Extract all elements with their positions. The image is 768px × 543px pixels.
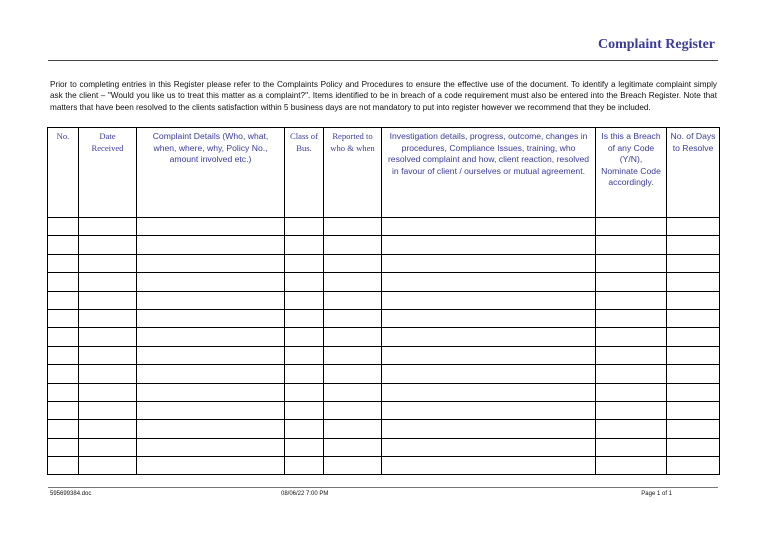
table-cell[interactable]: [48, 401, 79, 419]
table-cell[interactable]: [48, 254, 79, 272]
table-header-row: [48, 128, 720, 218]
table-cell[interactable]: [382, 236, 596, 254]
table-row: [48, 438, 720, 456]
table-cell[interactable]: [596, 236, 667, 254]
table-cell[interactable]: [285, 438, 324, 456]
table-cell[interactable]: [324, 365, 382, 383]
table-cell[interactable]: [48, 309, 79, 327]
table-cell[interactable]: [285, 236, 324, 254]
table-cell[interactable]: [382, 218, 596, 236]
table-cell[interactable]: [596, 438, 667, 456]
page-title: Complaint Register: [597, 37, 715, 52]
table-cell[interactable]: [48, 438, 79, 456]
table-cell[interactable]: [382, 365, 596, 383]
table-cell[interactable]: [285, 401, 324, 419]
table-cell[interactable]: [667, 328, 720, 346]
table-cell[interactable]: [382, 346, 596, 364]
table-cell[interactable]: [137, 236, 285, 254]
table-row: [48, 309, 720, 327]
table-cell[interactable]: [324, 309, 382, 327]
table-row: [48, 218, 720, 236]
table-cell[interactable]: [79, 218, 137, 236]
table-row: [48, 383, 720, 401]
table-row: [48, 328, 720, 346]
table-cell[interactable]: [48, 328, 79, 346]
table-cell[interactable]: [137, 383, 285, 401]
table-cell[interactable]: [79, 328, 137, 346]
table-cell[interactable]: [48, 218, 79, 236]
table-body: [48, 218, 720, 475]
table-cell[interactable]: [667, 438, 720, 456]
table-cell[interactable]: [596, 328, 667, 346]
table-cell[interactable]: [285, 309, 324, 327]
table-cell[interactable]: [382, 438, 596, 456]
table-cell[interactable]: [79, 309, 137, 327]
column-header-reported-to: Reported to who & when: [324, 128, 382, 218]
table-cell[interactable]: [48, 236, 79, 254]
footer-page-number: Page 1 of 1: [641, 491, 672, 497]
table-cell[interactable]: [137, 365, 285, 383]
table-cell[interactable]: [596, 291, 667, 309]
complaint-register-table: [47, 127, 720, 475]
table-cell[interactable]: [596, 346, 667, 364]
table-cell[interactable]: [667, 420, 720, 438]
table-cell[interactable]: [324, 236, 382, 254]
table-cell[interactable]: [596, 383, 667, 401]
intro-paragraph: Prior to completing entries in this Register please refer to the Complaints Policy and Procedures to ensure the effective use of the document. To identify a legitimate complaint simply ask the client – "Would you like us to treat this matter as a complaint?". Items identified to be in breach of a code requirement must also be entered into the Breach Register. Note that matters that have been resolved to the clients satisfaction within 5 business days are not mandatory to put into register however we recommend that they be included.: [50, 80, 717, 112]
table-row: [48, 420, 720, 438]
table-cell[interactable]: [285, 420, 324, 438]
footer-datetime: 08/06/22 7:00 PM: [281, 491, 329, 497]
table-cell[interactable]: [596, 218, 667, 236]
table-cell[interactable]: [667, 254, 720, 272]
table-cell[interactable]: [324, 273, 382, 291]
table-cell[interactable]: [79, 346, 137, 364]
table-row: [48, 365, 720, 383]
table-cell[interactable]: [382, 328, 596, 346]
column-header-class-of-business: Class of Bus.: [285, 128, 324, 218]
table-cell[interactable]: [137, 218, 285, 236]
table-cell[interactable]: [324, 328, 382, 346]
table-cell[interactable]: [79, 383, 137, 401]
table-cell[interactable]: [596, 254, 667, 272]
table-cell[interactable]: [382, 254, 596, 272]
table-cell[interactable]: [79, 438, 137, 456]
table-cell[interactable]: [667, 457, 720, 475]
column-header-days-to-resolve: No. of Days to Resolve: [667, 128, 720, 218]
table-cell[interactable]: [382, 309, 596, 327]
table-row: [48, 254, 720, 272]
table-cell[interactable]: [382, 420, 596, 438]
table-cell[interactable]: [137, 273, 285, 291]
footer-filename: 595699384.doc: [50, 491, 92, 497]
column-header-breach-of-code: Is this a Breach of any Code (Y/N), Nominate Code accordingly.: [596, 128, 667, 218]
table-cell[interactable]: [137, 291, 285, 309]
table-cell[interactable]: [324, 401, 382, 419]
table-cell[interactable]: [324, 218, 382, 236]
table-cell[interactable]: [285, 346, 324, 364]
table-cell[interactable]: [596, 309, 667, 327]
table-cell[interactable]: [596, 401, 667, 419]
table-cell[interactable]: [137, 457, 285, 475]
table-cell[interactable]: [324, 457, 382, 475]
table-cell[interactable]: [324, 438, 382, 456]
table-cell[interactable]: [137, 401, 285, 419]
table-row: [48, 457, 720, 475]
table-cell[interactable]: [324, 254, 382, 272]
table-cell[interactable]: [382, 273, 596, 291]
table-cell[interactable]: [382, 383, 596, 401]
table-cell[interactable]: [285, 254, 324, 272]
table-row: [48, 291, 720, 309]
table-cell[interactable]: [285, 365, 324, 383]
table-cell[interactable]: [79, 291, 137, 309]
table-cell[interactable]: [285, 328, 324, 346]
table-cell[interactable]: [324, 383, 382, 401]
table-cell[interactable]: [137, 309, 285, 327]
table-cell[interactable]: [382, 457, 596, 475]
table-cell[interactable]: [382, 291, 596, 309]
title-divider: [48, 60, 718, 61]
table-cell[interactable]: [667, 236, 720, 254]
table-cell[interactable]: [324, 346, 382, 364]
table-cell[interactable]: [79, 401, 137, 419]
table-cell[interactable]: [596, 273, 667, 291]
table-cell[interactable]: [324, 291, 382, 309]
table-cell[interactable]: [285, 291, 324, 309]
table-cell[interactable]: [137, 328, 285, 346]
table-cell[interactable]: [285, 457, 324, 475]
table-cell[interactable]: [137, 346, 285, 364]
table-cell[interactable]: [48, 291, 79, 309]
footer-divider: [48, 487, 718, 488]
table-cell[interactable]: [596, 365, 667, 383]
table-cell[interactable]: [285, 273, 324, 291]
table-cell[interactable]: [48, 457, 79, 475]
table-cell[interactable]: [79, 236, 137, 254]
table-cell[interactable]: [48, 383, 79, 401]
table-cell[interactable]: [48, 346, 79, 364]
table-cell[interactable]: [137, 254, 285, 272]
column-header-investigation-details: Investigation details, progress, outcome, changes in procedures, Compliance Issues, training, who resolved complaint and how, client reaction, resolved in favour of client / ourselves or mutual agreement.: [382, 128, 596, 218]
table-cell[interactable]: [324, 420, 382, 438]
table-cell[interactable]: [667, 383, 720, 401]
table-cell[interactable]: [382, 401, 596, 419]
table-cell[interactable]: [667, 365, 720, 383]
table-cell[interactable]: [79, 365, 137, 383]
table-cell[interactable]: [667, 291, 720, 309]
table-cell[interactable]: [667, 218, 720, 236]
table-cell[interactable]: [137, 420, 285, 438]
table-cell[interactable]: [48, 273, 79, 291]
table-cell[interactable]: [79, 254, 137, 272]
table-cell[interactable]: [48, 420, 79, 438]
column-header-complaint-details: Complaint Details (Who, what, when, where, why, Policy No., amount involved etc.): [137, 128, 285, 218]
table-row: [48, 401, 720, 419]
table-cell[interactable]: [79, 273, 137, 291]
column-header-no: No.: [48, 128, 79, 218]
table-cell[interactable]: [596, 457, 667, 475]
table-cell[interactable]: [596, 420, 667, 438]
table-cell[interactable]: [667, 401, 720, 419]
table-cell[interactable]: [79, 420, 137, 438]
table-row: [48, 273, 720, 291]
table-cell[interactable]: [667, 346, 720, 364]
table-row: [48, 346, 720, 364]
column-header-date-received: Date Received: [79, 128, 137, 218]
table-cell[interactable]: [667, 273, 720, 291]
table-cell[interactable]: [79, 457, 137, 475]
table-cell[interactable]: [285, 383, 324, 401]
table-cell[interactable]: [285, 218, 324, 236]
table-row: [48, 236, 720, 254]
table-cell[interactable]: [667, 309, 720, 327]
table-cell[interactable]: [48, 365, 79, 383]
table-cell[interactable]: [137, 438, 285, 456]
